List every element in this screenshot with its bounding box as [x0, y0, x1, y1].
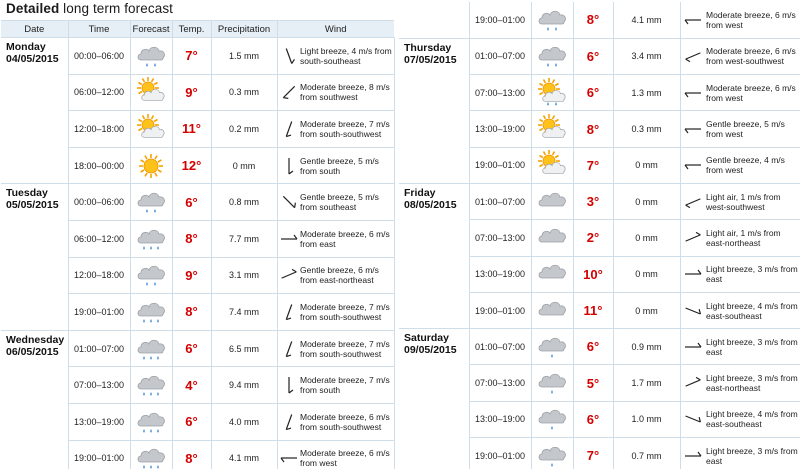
temperature-cell: 12° [172, 147, 211, 184]
day-name: Saturday [404, 332, 449, 345]
day-cell [1, 330, 68, 469]
table-header [1, 21, 394, 38]
cloud-light-rain-icon [134, 41, 168, 71]
temperature-cell: 8° [573, 111, 613, 147]
forecast-cell [531, 147, 573, 183]
forecast-row [1, 184, 394, 221]
time-cell: 06:00–12:00 [68, 74, 130, 111]
precipitation-cell: 0 mm [613, 183, 680, 219]
sun-icon [134, 151, 168, 181]
temperature-cell: 9° [172, 257, 211, 294]
wind-description-cell: Gentle breeze, 4 m/s from west [705, 147, 800, 183]
forecast-cell [130, 220, 172, 257]
temperature-cell: 6° [172, 330, 211, 367]
wind-arrow-icon [278, 264, 300, 286]
forecast-cell [531, 75, 573, 111]
wind-description-cell: Moderate breeze, 7 m/s from south-southwest [299, 111, 394, 148]
wind-arrow-icon [682, 154, 704, 176]
wind-arrow-icon [682, 9, 704, 31]
time-cell: 00:00–06:00 [68, 38, 130, 75]
header-time: Time [68, 21, 130, 38]
forecast-cell [130, 294, 172, 331]
forecast-cell [531, 220, 573, 256]
wind-arrow-icon [278, 45, 300, 67]
cloud-light-rain-icon [134, 187, 168, 217]
precipitation-cell: 0 mm [613, 292, 680, 328]
forecast-row [399, 38, 800, 74]
wind-direction-cell [680, 147, 705, 183]
wind-description-cell: Gentle breeze, 5 m/s from south [299, 147, 394, 184]
wind-arrow-icon [682, 445, 704, 467]
wind-arrow-icon [682, 336, 704, 358]
wind-direction-cell [680, 111, 705, 147]
wind-arrow-icon [278, 228, 300, 250]
wind-description-cell: Moderate breeze, 8 m/s from southwest [299, 74, 394, 111]
cloud-rain-icon [134, 370, 168, 400]
wind-direction-cell [277, 440, 299, 469]
forecast-row [399, 2, 800, 38]
day-date: 05/05/2015 [6, 199, 59, 212]
cloud-icon [535, 296, 569, 326]
time-cell: 13:00–19:00 [469, 256, 531, 292]
day-date: 06/05/2015 [6, 345, 59, 358]
time-cell: 19:00–01:00 [469, 292, 531, 328]
precipitation-cell: 0.7 mm [613, 438, 680, 469]
wind-description-cell: Moderate breeze, 6 m/s from east [299, 220, 394, 257]
partly-cloudy-icon [134, 77, 168, 107]
cloud-icon [535, 187, 569, 217]
day-cell [399, 183, 469, 328]
partly-cloudy-icon [134, 114, 168, 144]
cloud-icon [535, 223, 569, 253]
day-name: Monday [6, 41, 46, 53]
forecast-cell [531, 256, 573, 292]
temperature-cell: 11° [573, 292, 613, 328]
wind-arrow-icon [682, 300, 704, 322]
precipitation-cell: 9.4 mm [211, 367, 277, 404]
forecast-cell [531, 2, 573, 38]
temperature-cell: 7° [172, 38, 211, 75]
forecast-cell [531, 365, 573, 401]
time-cell: 00:00–06:00 [68, 184, 130, 221]
wind-description-cell: Light breeze, 4 m/s from east-southeast [705, 401, 800, 437]
cloud-light-rain-icon [535, 41, 569, 71]
day-cell [399, 329, 469, 469]
day-date: 07/05/2015 [404, 53, 457, 66]
wind-description-cell: Gentle breeze, 5 m/s from west [705, 111, 800, 147]
forecast-cell [130, 147, 172, 184]
time-cell: 01:00–07:00 [469, 38, 531, 74]
wind-direction-cell [277, 111, 299, 148]
time-cell: 06:00–12:00 [68, 220, 130, 257]
wind-direction-cell [277, 184, 299, 221]
wind-arrow-icon [682, 408, 704, 430]
precipitation-cell: 4.0 mm [211, 403, 277, 440]
wind-description-cell: Moderate breeze, 6 m/s from west [705, 75, 800, 111]
time-cell: 19:00–01:00 [469, 438, 531, 469]
wind-arrow-icon [278, 338, 300, 360]
wind-arrow-icon [278, 374, 300, 396]
precipitation-cell: 3.4 mm [613, 38, 680, 74]
wind-arrow-icon [278, 301, 300, 323]
temperature-cell: 8° [172, 220, 211, 257]
forecast-cell [130, 330, 172, 367]
day-name: Wednesday [6, 333, 65, 346]
precipitation-cell: 4.1 mm [613, 2, 680, 38]
wind-direction-cell [680, 256, 705, 292]
day-name: Thursday [404, 41, 452, 54]
header-wind: Wind [277, 21, 394, 38]
wind-direction-cell [680, 38, 705, 74]
wind-description-cell: Moderate breeze, 6 m/s from west [705, 2, 800, 38]
time-cell: 18:00–00:00 [68, 147, 130, 184]
forecast-cell [130, 440, 172, 469]
forecast-cell [130, 38, 172, 75]
wind-arrow-icon [278, 411, 300, 433]
forecast-cell [130, 403, 172, 440]
day-name: Friday [404, 186, 436, 199]
forecast-cell [130, 74, 172, 111]
wind-arrow-icon [682, 82, 704, 104]
wind-arrow-icon [278, 118, 300, 140]
wind-direction-cell [680, 365, 705, 401]
precipitation-cell: 4.1 mm [211, 440, 277, 469]
time-cell: 07:00–13:00 [469, 220, 531, 256]
wind-direction-cell [277, 257, 299, 294]
forecast-cell [531, 38, 573, 74]
wind-arrow-icon [278, 447, 300, 469]
wind-description-cell: Moderate breeze, 7 m/s from south-southwest [299, 294, 394, 331]
time-cell: 13:00–19:00 [469, 111, 531, 147]
wind-direction-cell [277, 367, 299, 404]
temperature-cell: 6° [573, 401, 613, 437]
precipitation-cell: 0 mm [211, 147, 277, 184]
wind-arrow-icon [682, 191, 704, 213]
time-cell: 19:00–01:00 [469, 147, 531, 183]
day-cell [1, 38, 68, 184]
wind-direction-cell [277, 147, 299, 184]
temperature-cell: 6° [172, 403, 211, 440]
wind-arrow-icon [682, 45, 704, 67]
wind-direction-cell [680, 75, 705, 111]
wind-description-cell: Moderate breeze, 7 m/s from south [299, 367, 394, 404]
time-cell: 19:00–01:00 [469, 2, 531, 38]
temperature-cell: 8° [172, 294, 211, 331]
precipitation-cell: 7.4 mm [211, 294, 277, 331]
forecast-cell [130, 111, 172, 148]
cloud-icon [535, 259, 569, 289]
time-cell: 13:00–19:00 [68, 403, 130, 440]
wind-description-cell: Light breeze, 3 m/s from east [705, 438, 800, 469]
day-name: Tuesday [6, 187, 48, 200]
temperature-cell: 2° [573, 220, 613, 256]
forecast-table-right [399, 2, 800, 469]
temperature-cell: 8° [573, 2, 613, 38]
wind-description-cell: Moderate breeze, 6 m/s from west-southwest [705, 38, 800, 74]
wind-description-cell: Moderate breeze, 6 m/s from west [299, 440, 394, 469]
temperature-cell: 5° [573, 365, 613, 401]
wind-direction-cell [680, 2, 705, 38]
time-cell: 01:00–07:00 [68, 330, 130, 367]
wind-direction-cell [680, 183, 705, 219]
cloud-drop-icon [535, 332, 569, 362]
cloud-rain-icon [134, 224, 168, 254]
forecast-cell [531, 111, 573, 147]
cloud-drop-icon [535, 404, 569, 434]
temperature-cell: 10° [573, 256, 613, 292]
forecast-row [399, 329, 800, 365]
cloud-rain-icon [134, 334, 168, 364]
time-cell: 12:00–18:00 [68, 257, 130, 294]
wind-description-cell: Gentle breeze, 6 m/s from east-northeast [299, 257, 394, 294]
forecast-row [1, 330, 394, 367]
forecast-cell [531, 292, 573, 328]
wind-description-cell: Light breeze, 3 m/s from east [705, 329, 800, 365]
time-cell: 07:00–13:00 [469, 365, 531, 401]
wind-arrow-icon [278, 81, 300, 103]
cloud-drop-icon [535, 441, 569, 469]
forecast-cell [130, 184, 172, 221]
cloud-rain-icon [134, 443, 168, 469]
time-cell: 19:00–01:00 [68, 294, 130, 331]
precipitation-cell: 0.9 mm [613, 329, 680, 365]
wind-direction-cell [277, 403, 299, 440]
wind-arrow-icon [682, 263, 704, 285]
temperature-cell: 9° [172, 74, 211, 111]
time-cell: 07:00–13:00 [68, 367, 130, 404]
wind-description-cell: Light breeze, 4 m/s from south-southeast [299, 38, 394, 75]
forecast-row [399, 183, 800, 219]
wind-direction-cell [277, 330, 299, 367]
wind-description-cell: Light breeze, 4 m/s from east-southeast [705, 292, 800, 328]
temperature-cell: 6° [573, 38, 613, 74]
precipitation-cell: 3.1 mm [211, 257, 277, 294]
temperature-cell: 8° [172, 440, 211, 469]
wind-direction-cell [680, 292, 705, 328]
day-date: 08/05/2015 [404, 198, 457, 211]
header-date: Date [1, 21, 68, 38]
precipitation-cell: 1.3 mm [613, 75, 680, 111]
precipitation-cell: 6.5 mm [211, 330, 277, 367]
partly-cloudy-rain-icon [535, 78, 569, 108]
precipitation-cell: 0 mm [613, 256, 680, 292]
wind-description-cell: Light air, 1 m/s from west-southwest [705, 183, 800, 219]
forecast-row [1, 38, 394, 75]
wind-description-cell: Moderate breeze, 7 m/s from south-southwest [299, 330, 394, 367]
precipitation-cell: 1.7 mm [613, 365, 680, 401]
wind-arrow-icon [278, 191, 300, 213]
precipitation-cell: 0.2 mm [211, 111, 277, 148]
wind-direction-cell [680, 438, 705, 469]
page-title: Detailed long term forecast [6, 1, 174, 16]
day-cell [399, 2, 469, 38]
precipitation-cell: 0 mm [613, 220, 680, 256]
wind-description-cell: Moderate breeze, 6 m/s from south-southwest [299, 403, 394, 440]
temperature-cell: 6° [172, 184, 211, 221]
wind-direction-cell [277, 38, 299, 75]
forecast-cell [531, 183, 573, 219]
precipitation-cell: 1.5 mm [211, 38, 277, 75]
wind-direction-cell [680, 329, 705, 365]
wind-arrow-icon [682, 118, 704, 140]
cloud-light-rain-icon [535, 5, 569, 35]
cloud-rain-icon [134, 407, 168, 437]
forecast-cell [531, 438, 573, 469]
day-date: 09/05/2015 [404, 344, 457, 357]
time-cell: 07:00–13:00 [469, 75, 531, 111]
forecast-table-left [1, 20, 395, 469]
wind-direction-cell [277, 74, 299, 111]
forecast-cell [531, 329, 573, 365]
time-cell: 01:00–07:00 [469, 329, 531, 365]
wind-arrow-icon [278, 155, 300, 177]
wind-direction-cell [277, 294, 299, 331]
precipitation-cell: 0.3 mm [613, 111, 680, 147]
day-cell [1, 184, 68, 330]
temperature-cell: 4° [172, 367, 211, 404]
temperature-cell: 7° [573, 438, 613, 469]
header-precipitation: Precipitation [211, 21, 277, 38]
temperature-cell: 7° [573, 147, 613, 183]
partly-cloudy-icon [535, 114, 569, 144]
header-temp: Temp. [172, 21, 211, 38]
wind-description-cell: Light air, 1 m/s from east-northeast [705, 220, 800, 256]
precipitation-cell: 7.7 mm [211, 220, 277, 257]
precipitation-cell: 0.3 mm [211, 74, 277, 111]
partly-cloudy-icon [535, 150, 569, 180]
cloud-light-rain-icon [134, 260, 168, 290]
temperature-cell: 6° [573, 75, 613, 111]
cloud-rain-icon [134, 297, 168, 327]
time-cell: 19:00–01:00 [68, 440, 130, 469]
precipitation-cell: 0.8 mm [211, 184, 277, 221]
precipitation-cell: 0 mm [613, 147, 680, 183]
day-cell [399, 38, 469, 183]
forecast-cell [531, 401, 573, 437]
time-cell: 12:00–18:00 [68, 111, 130, 148]
cloud-drop-icon [535, 368, 569, 398]
time-cell: 13:00–19:00 [469, 401, 531, 437]
precipitation-cell: 1.0 mm [613, 401, 680, 437]
wind-direction-cell [680, 220, 705, 256]
day-date: 04/05/2015 [6, 53, 59, 65]
wind-arrow-icon [682, 227, 704, 249]
forecast-cell [130, 367, 172, 404]
header-forecast: Forecast [130, 21, 172, 38]
wind-direction-cell [680, 401, 705, 437]
forecast-cell [130, 257, 172, 294]
temperature-cell: 3° [573, 183, 613, 219]
temperature-cell: 6° [573, 329, 613, 365]
wind-arrow-icon [682, 372, 704, 394]
time-cell: 01:00–07:00 [469, 183, 531, 219]
wind-description-cell: Gentle breeze, 5 m/s from southeast [299, 184, 394, 221]
temperature-cell: 11° [172, 111, 211, 148]
wind-description-cell: Light breeze, 3 m/s from east-northeast [705, 365, 800, 401]
wind-description-cell: Light breeze, 3 m/s from east [705, 256, 800, 292]
wind-direction-cell [277, 220, 299, 257]
